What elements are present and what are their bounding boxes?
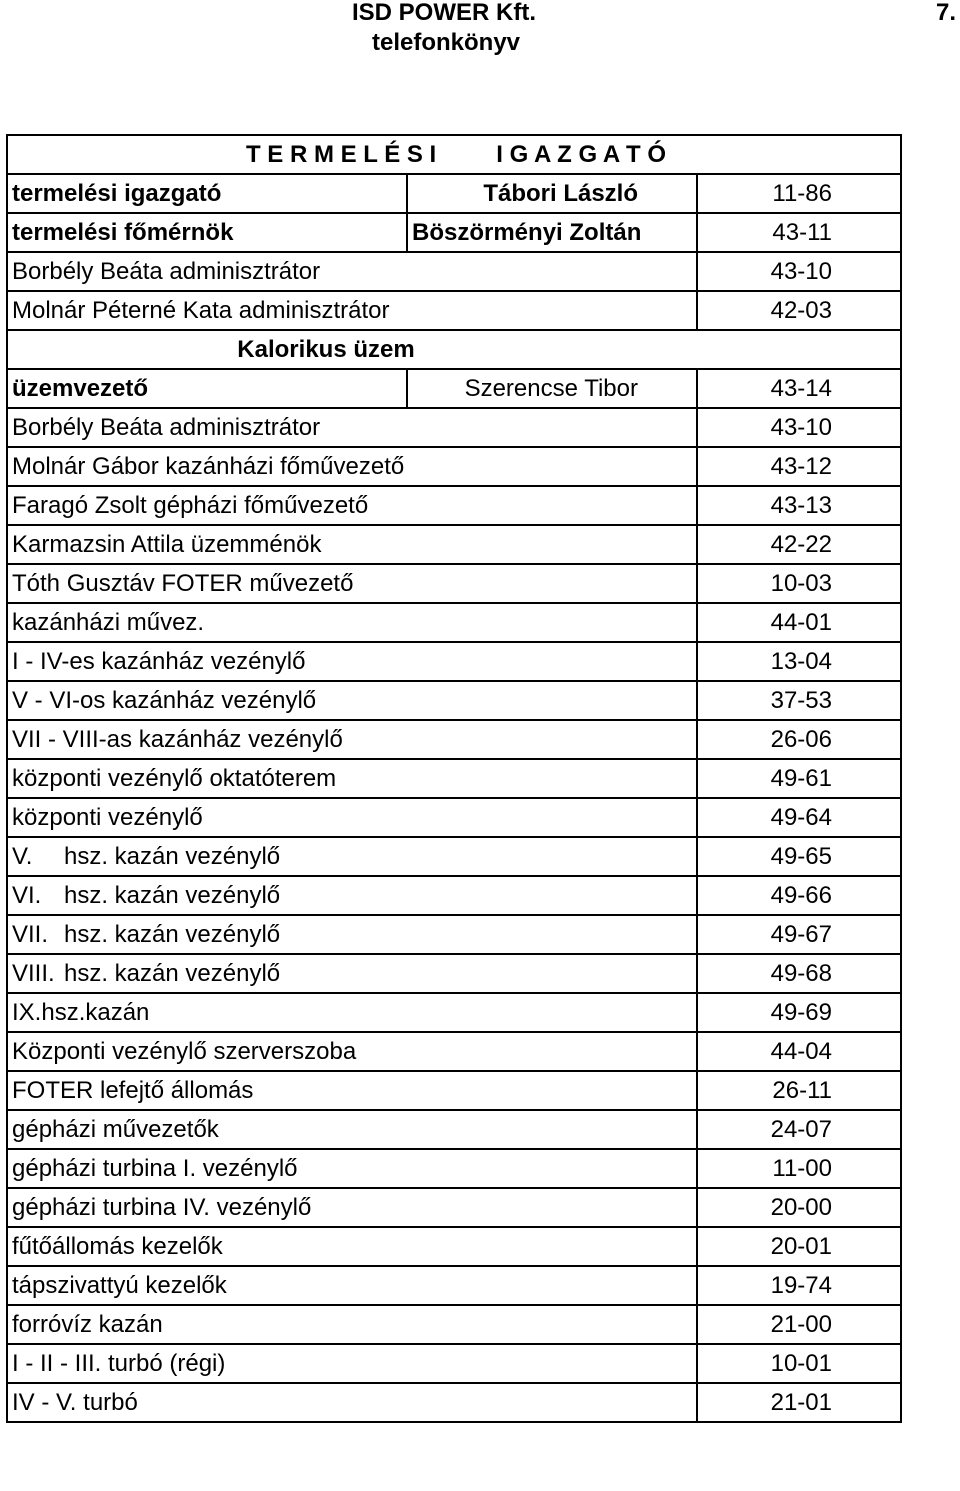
table-row <box>7 1305 901 1344</box>
table-row <box>7 1227 901 1266</box>
row-label: gépházi turbina IV. vezénylő <box>7 1188 697 1227</box>
row-phone: 49-64 <box>697 798 901 837</box>
table-row <box>7 720 901 759</box>
row-phone: 49-66 <box>697 876 901 915</box>
row-label: gépházi turbina I. vezénylő <box>7 1149 697 1188</box>
table-row <box>7 993 901 1032</box>
row-phone: 44-04 <box>697 1032 901 1071</box>
table-row <box>7 1032 901 1071</box>
row-label: termelési igazgató <box>7 174 407 213</box>
table-row <box>7 915 901 954</box>
table-row <box>7 1071 901 1110</box>
row-label: Borbély Beáta adminisztrátor <box>7 408 697 447</box>
row-label: Faragó Zsolt gépházi főművezető <box>7 486 697 525</box>
row-phone: 11-00 <box>697 1149 901 1188</box>
row-phone: 20-01 <box>697 1227 901 1266</box>
row-label: I - II - III. turbó (régi) <box>7 1344 697 1383</box>
row-label-prefix: VII. <box>12 921 49 948</box>
row-label: Karmazsin Attila üzemménök <box>7 525 697 564</box>
section-title-row <box>7 135 901 174</box>
row-label: központi vezénylő <box>7 798 697 837</box>
table-row <box>7 1188 901 1227</box>
row-phone: 43-10 <box>697 408 901 447</box>
table-row <box>7 291 901 330</box>
row-label-text: hsz. kazán vezénylő <box>64 843 281 870</box>
table-row <box>7 798 901 837</box>
row-label: központi vezénylő oktatóterem <box>7 759 697 798</box>
row-phone: 49-65 <box>697 837 901 876</box>
row-phone: 20-00 <box>697 1188 901 1227</box>
row-phone: 42-22 <box>697 525 901 564</box>
row-label <box>7 954 697 993</box>
row-label: tápszivattyú kezelők <box>7 1266 697 1305</box>
row-phone: 49-61 <box>697 759 901 798</box>
row-phone: 49-69 <box>697 993 901 1032</box>
subsection-title: Kalorikus üzem <box>7 330 901 369</box>
section-title-left: T E R M E L É S I <box>245 141 437 168</box>
row-person: Szerencse Tibor <box>407 369 697 408</box>
row-label: termelési főmérnök <box>7 213 407 252</box>
row-label-prefix: V. <box>12 843 33 870</box>
row-phone: 26-06 <box>697 720 901 759</box>
row-phone: 49-67 <box>697 915 901 954</box>
table-row <box>7 642 901 681</box>
row-phone: 21-00 <box>697 1305 901 1344</box>
table-row <box>7 876 901 915</box>
row-label: I - IV-es kazánház vezénylő <box>7 642 697 681</box>
row-phone: 42-03 <box>697 291 901 330</box>
row-phone: 26-11 <box>697 1071 901 1110</box>
phonebook-table <box>6 134 902 1423</box>
row-label: üzemvezető <box>7 369 407 408</box>
row-label-text: hsz. kazán vezénylő <box>64 921 281 948</box>
page-number: 7. <box>936 0 957 26</box>
row-phone: 10-01 <box>697 1344 901 1383</box>
section-title <box>7 135 901 174</box>
row-label <box>7 837 697 876</box>
row-person: Böszörményi Zoltán <box>407 213 697 252</box>
table-row <box>7 1149 901 1188</box>
row-label: kazánházi művez. <box>7 603 697 642</box>
table-row <box>7 213 901 252</box>
table-row <box>7 564 901 603</box>
row-person: Tábori László <box>407 174 697 213</box>
table-row <box>7 837 901 876</box>
row-phone: 24-07 <box>697 1110 901 1149</box>
table-row <box>7 681 901 720</box>
company-name: ISD POWER Kft. <box>352 0 536 26</box>
row-label-text: hsz. kazán vezénylő <box>64 882 281 909</box>
row-label: gépházi művezetők <box>7 1110 697 1149</box>
document-subtitle: telefonkönyv <box>372 29 521 56</box>
table-row <box>7 1344 901 1383</box>
subsection-title-row <box>7 330 901 369</box>
row-phone: 43-13 <box>697 486 901 525</box>
table-row <box>7 1110 901 1149</box>
row-label: Borbély Beáta adminisztrátor <box>7 252 697 291</box>
row-phone: 49-68 <box>697 954 901 993</box>
row-label-prefix: VI. <box>12 882 42 909</box>
table-row <box>7 174 901 213</box>
row-label: Molnár Gábor kazánházi főművezető <box>7 447 697 486</box>
table-row <box>7 408 901 447</box>
row-phone: 43-10 <box>697 252 901 291</box>
row-label: VII - VIII-as kazánház vezénylő <box>7 720 697 759</box>
row-phone: 10-03 <box>697 564 901 603</box>
row-label: IV - V. turbó <box>7 1383 697 1422</box>
row-phone: 13-04 <box>697 642 901 681</box>
row-phone: 44-01 <box>697 603 901 642</box>
row-label-prefix: VIII. <box>12 960 55 987</box>
table-row <box>7 252 901 291</box>
row-label: Központi vezénylő szerverszoba <box>7 1032 697 1071</box>
table-row <box>7 525 901 564</box>
row-label: fűtőállomás kezelők <box>7 1227 697 1266</box>
table-row <box>7 954 901 993</box>
table-row <box>7 486 901 525</box>
table-row <box>7 1266 901 1305</box>
table-row <box>7 447 901 486</box>
row-label: FOTER lefejtő állomás <box>7 1071 697 1110</box>
row-phone: 43-14 <box>697 369 901 408</box>
row-label: IX.hsz.kazán <box>7 993 697 1032</box>
table-row <box>7 759 901 798</box>
row-phone: 37-53 <box>697 681 901 720</box>
table-row <box>7 603 901 642</box>
table-row <box>7 1383 901 1422</box>
row-label: V - VI-os kazánház vezénylő <box>7 681 697 720</box>
row-label: Molnár Péterné Kata adminisztrátor <box>7 291 697 330</box>
row-label <box>7 915 697 954</box>
row-phone: 43-11 <box>697 213 901 252</box>
row-phone: 11-86 <box>697 174 901 213</box>
table-row <box>7 369 901 408</box>
row-phone: 21-01 <box>697 1383 901 1422</box>
row-phone: 43-12 <box>697 447 901 486</box>
row-label: forróvíz kazán <box>7 1305 697 1344</box>
row-label: Tóth Gusztáv FOTER művezető <box>7 564 697 603</box>
row-label-text: hsz. kazán vezénylő <box>64 960 281 987</box>
row-phone: 19-74 <box>697 1266 901 1305</box>
row-label <box>7 876 697 915</box>
section-title-right: I G A Z G A T Ó <box>496 141 667 168</box>
